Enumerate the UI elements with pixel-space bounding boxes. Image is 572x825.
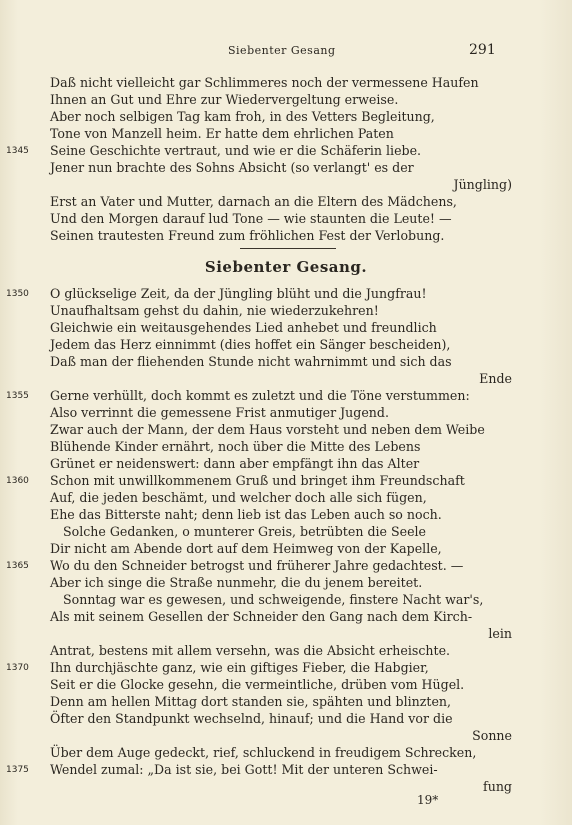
verse-text: Ihn durchjäschte ganz, wie ein giftiges Fieber, die Habgier, bbox=[50, 660, 429, 675]
running-title: Siebenter Gesang bbox=[228, 44, 336, 57]
section-divider bbox=[240, 248, 336, 249]
verse-line bbox=[0, 421, 572, 438]
verse-line bbox=[0, 455, 572, 472]
verse-line bbox=[0, 557, 572, 574]
verse-line bbox=[0, 125, 572, 142]
verse-text: Auf, die jeden beschämt, und welcher doch alle sich fügen, bbox=[50, 490, 427, 505]
verse-line bbox=[0, 91, 572, 108]
line-number: 1365 bbox=[6, 561, 29, 571]
verse-text: Über dem Auge gedeckt, rief, schluckend in freudigem Schrecken, bbox=[50, 745, 477, 760]
verse-text: Daß man der fliehenden Stunde nicht wahrnimmt und sich das bbox=[50, 354, 452, 369]
verse-text: Antrat, bestens mit allem versehn, was die Absicht erheischte. bbox=[50, 643, 451, 658]
verse-line bbox=[0, 438, 572, 455]
verse-text: Erst an Vater und Mutter, darnach an die Eltern des Mädchens, bbox=[50, 194, 457, 209]
verse-text: Aber ich singe die Straße nunmehr, die du jenem bereitet. bbox=[50, 575, 423, 590]
verse-text: Solche Gedanken, o munterer Greis, betrübten die Seele bbox=[63, 524, 426, 539]
verse-text: Seit er die Glocke gesehn, die vermeintliche, drüben vom Hügel. bbox=[50, 677, 465, 692]
verse-line bbox=[0, 472, 572, 489]
verse-text: Gerne verhüllt, doch kommt es zuletzt und die Töne verstummen: bbox=[50, 388, 470, 403]
verse-line bbox=[0, 176, 572, 193]
verse-line bbox=[0, 227, 572, 244]
verse-line bbox=[0, 353, 572, 370]
verse-text: Unaufhaltsam gehst du dahin, nie wiederzukehren! bbox=[50, 303, 379, 318]
verse-text: Seine Geschichte vertraut, und wie er die Schäferin liebe. bbox=[50, 143, 422, 158]
verse-text: Wendel zumal: „Da ist sie, bei Gott! Mit der unteren Schwei- bbox=[50, 762, 438, 777]
verse-text: Gleichwie ein weitausgehendes Lied anhebet und freundlich bbox=[50, 320, 437, 335]
verse-line bbox=[0, 608, 572, 625]
line-number: 1370 bbox=[6, 663, 29, 673]
verse-line bbox=[0, 710, 572, 727]
verse-text: fung bbox=[483, 779, 512, 794]
verse-line bbox=[0, 591, 572, 608]
verse-line bbox=[0, 319, 572, 336]
line-number: 1360 bbox=[6, 476, 29, 486]
verse-text: Sonntag war es gewesen, und schweigende, finstere Nacht war's, bbox=[63, 592, 484, 607]
verse-line bbox=[0, 676, 572, 693]
verse-line bbox=[0, 159, 572, 176]
verse-text: Jüngling) bbox=[453, 177, 512, 192]
verse-line bbox=[0, 523, 572, 540]
verse-text: Daß nicht vielleicht gar Schlimmeres noch der vermessene Haufen bbox=[50, 75, 479, 90]
verse-text: Und den Morgen darauf lud Tone — wie staunten die Leute! — bbox=[50, 211, 452, 226]
verse-line bbox=[0, 387, 572, 404]
verse-line bbox=[0, 574, 572, 591]
verse-text: Jedem das Herz einnimmt (dies hoffet ein Sänger bescheiden), bbox=[50, 337, 451, 352]
canto-heading: Siebenter Gesang. bbox=[204, 258, 368, 276]
verse-line bbox=[0, 285, 572, 302]
verse-text: Ihnen an Gut und Ehre zur Wiedervergeltung erweise. bbox=[50, 92, 399, 107]
verse-block-previous-canto bbox=[0, 74, 572, 244]
verse-text: Ehe das Bitterste naht; denn lieb ist das Leben auch so noch. bbox=[50, 507, 442, 522]
verse-line bbox=[0, 404, 572, 421]
verse-text: Grünet er neidenswert: dann aber empfängt ihn das Alter bbox=[50, 456, 420, 471]
verse-text: Ende bbox=[479, 371, 512, 386]
line-number: 1375 bbox=[6, 765, 29, 775]
verse-line bbox=[0, 302, 572, 319]
verse-line bbox=[0, 193, 572, 210]
verse-text: Denn am hellen Mittag dort standen sie, spähten und blinzten, bbox=[50, 694, 452, 709]
line-number: 1350 bbox=[6, 289, 29, 299]
line-number: 1345 bbox=[6, 146, 29, 156]
verse-line bbox=[0, 506, 572, 523]
verse-text: Wo du den Schneider betrogst und früherer Jahre gedachtest. — bbox=[50, 558, 464, 573]
verse-text: Zwar auch der Mann, der dem Haus vorsteht und neben dem Weibe bbox=[50, 422, 485, 437]
verse-line bbox=[0, 693, 572, 710]
verse-text: Aber noch selbigen Tag kam froh, in des Vetters Begleitung, bbox=[50, 109, 435, 124]
verse-text: Schon mit unwillkommenem Gruß und bringet ihm Freundschaft bbox=[50, 473, 465, 488]
verse-line bbox=[0, 370, 572, 387]
verse-text: Als mit seinem Gesellen der Schneider den Gang nach dem Kirch- bbox=[50, 609, 473, 624]
verse-text: lein bbox=[488, 626, 512, 641]
verse-line bbox=[0, 336, 572, 353]
verse-text: Dir nicht am Abende dort auf dem Heimweg von der Kapelle, bbox=[50, 541, 442, 556]
verse-text: Seinen trautesten Freund zum fröhlichen Fest der Verlobung. bbox=[50, 228, 445, 243]
verse-text: Sonne bbox=[472, 728, 512, 743]
verse-line bbox=[0, 744, 572, 761]
verse-line bbox=[0, 642, 572, 659]
verse-text: Also verrinnt die gemessene Frist anmutiger Jugend. bbox=[50, 405, 389, 420]
verse-line bbox=[0, 142, 572, 159]
page-header bbox=[0, 44, 572, 62]
verse-block-seventh-canto bbox=[0, 285, 572, 795]
verse-line bbox=[0, 540, 572, 557]
verse-text: Blühende Kinder ernährt, noch über die Mitte des Lebens bbox=[50, 439, 421, 454]
line-number: 1355 bbox=[6, 391, 29, 401]
verse-line bbox=[0, 727, 572, 744]
verse-line bbox=[0, 489, 572, 506]
page-number: 291 bbox=[469, 42, 496, 58]
verse-text: Öfter den Standpunkt wechselnd, hinauf; und die Hand vor die bbox=[50, 711, 453, 726]
verse-text: Jener nun brachte des Sohns Absicht (so verlangt' es der bbox=[50, 160, 414, 175]
verse-line bbox=[0, 74, 572, 91]
verse-line bbox=[0, 625, 572, 642]
verse-line bbox=[0, 659, 572, 676]
verse-line bbox=[0, 108, 572, 125]
verse-line bbox=[0, 210, 572, 227]
printer-signature: 19* bbox=[417, 793, 439, 807]
verse-text: Tone von Manzell heim. Er hatte dem ehrlichen Paten bbox=[50, 126, 394, 141]
verse-line bbox=[0, 761, 572, 778]
verse-text: O glückselige Zeit, da der Jüngling blüht und die Jungfrau! bbox=[50, 286, 427, 301]
verse-line bbox=[0, 778, 572, 795]
